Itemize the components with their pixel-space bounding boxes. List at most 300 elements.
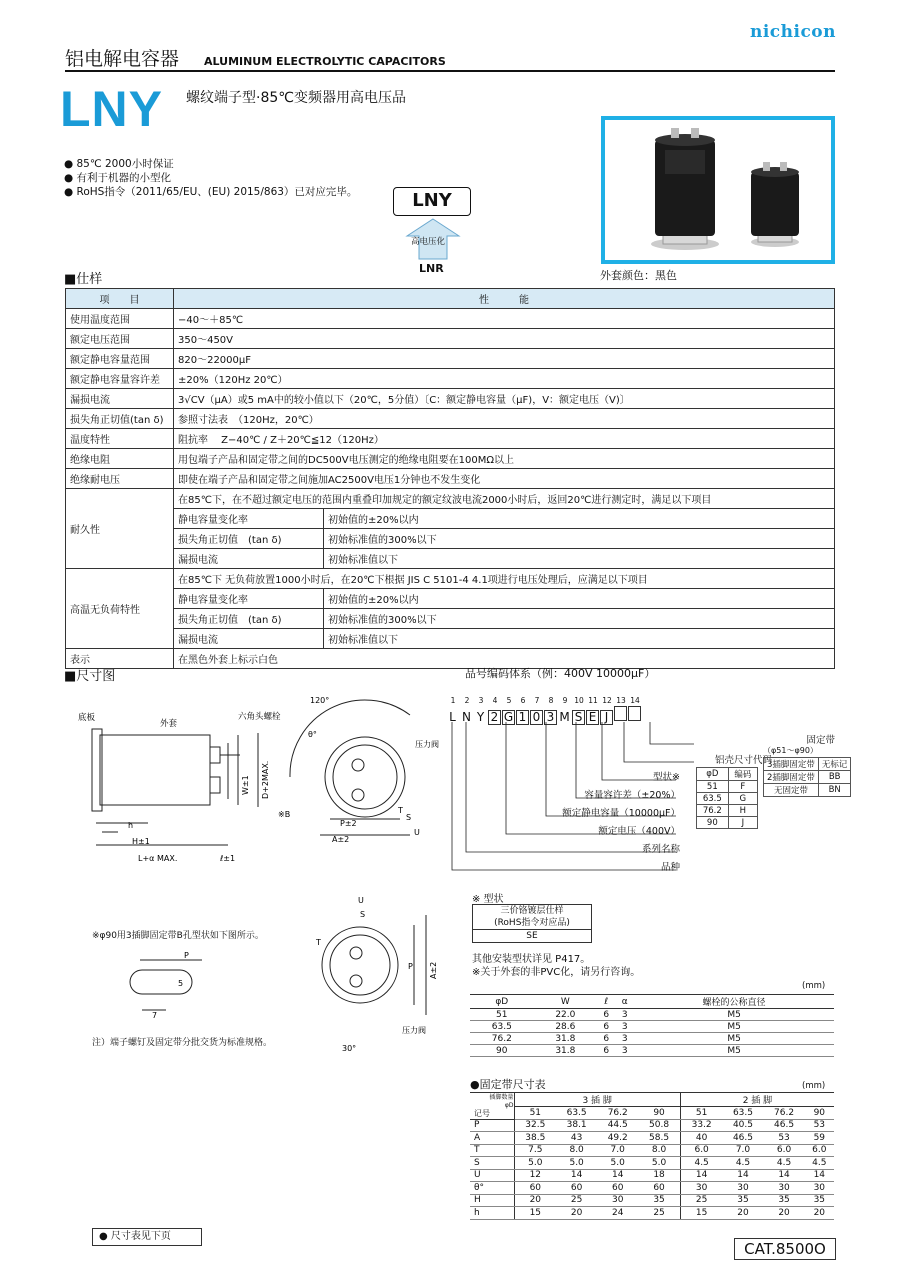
table-row bbox=[470, 1132, 834, 1145]
band-dims-unit: (mm) bbox=[802, 1081, 826, 1091]
table-cell: 25 bbox=[638, 1207, 680, 1220]
table-cell: 32.5 bbox=[514, 1119, 556, 1132]
table-header: φD bbox=[470, 995, 534, 1009]
label-p2: P bbox=[408, 962, 413, 971]
corner-symbol: 记号 bbox=[474, 1108, 490, 1118]
table-row bbox=[470, 1119, 834, 1132]
table-cell: 50.8 bbox=[638, 1119, 680, 1132]
code-label-series: 系列名称 bbox=[641, 844, 680, 855]
table-cell: 76.2 bbox=[697, 805, 729, 817]
label-sleeve: 外套 bbox=[160, 719, 178, 729]
code-char: 3 bbox=[544, 710, 557, 725]
table-cell: 14 bbox=[597, 1169, 638, 1182]
spec-value: ±20%（120Hz 20℃） bbox=[174, 369, 835, 389]
table-row bbox=[470, 1182, 834, 1195]
category-title-en: ALUMINUM ELECTROLYTIC CAPACITORS bbox=[204, 55, 446, 68]
table-cell: 20 bbox=[556, 1207, 597, 1220]
catalog-number: CAT.8500O bbox=[734, 1238, 836, 1260]
table-cell: 30 bbox=[764, 1182, 805, 1195]
feature-list bbox=[64, 157, 357, 199]
table-cell: 5.0 bbox=[556, 1157, 597, 1170]
code-char: G bbox=[503, 710, 514, 724]
table-cell: 35 bbox=[638, 1194, 680, 1207]
table-header: 螺栓的公称直径 bbox=[634, 995, 834, 1009]
spec-sub-value: 初始标准值以下 bbox=[324, 629, 835, 649]
table-cell: BN bbox=[818, 784, 851, 797]
table-cell: 7.0 bbox=[597, 1144, 638, 1157]
label-vent: 压力阀 bbox=[415, 740, 439, 749]
spec-sub-key: 静电容量变化率 bbox=[174, 509, 324, 529]
table-cell: 20 bbox=[514, 1194, 556, 1207]
table-cell: 46.5 bbox=[764, 1119, 805, 1132]
spec-value: −40～＋85℃ bbox=[174, 309, 835, 329]
table-header: 90 bbox=[805, 1107, 834, 1120]
shape-title: ※ 型状 bbox=[472, 894, 504, 905]
code-char: N bbox=[462, 710, 471, 724]
table-cell: 3 bbox=[615, 1009, 634, 1021]
table-cell: J bbox=[728, 817, 757, 829]
table-cell: 31.8 bbox=[534, 1033, 598, 1045]
table-cell: 4.5 bbox=[722, 1157, 763, 1170]
spec-sub-key: 损失角正切值 (tan δ) bbox=[174, 609, 324, 629]
code-char: M bbox=[559, 710, 570, 724]
spec-value: 350～450V bbox=[174, 329, 835, 349]
label-s2: S bbox=[360, 910, 366, 919]
table-cell: 35 bbox=[764, 1194, 805, 1207]
band-view-drawing bbox=[310, 895, 460, 1055]
table-cell: 14 bbox=[722, 1169, 763, 1182]
table-cell: 8.0 bbox=[556, 1144, 597, 1157]
row-symbol: h bbox=[470, 1207, 514, 1220]
spec-sub-key: 损失角正切值 (tan δ) bbox=[174, 529, 324, 549]
table-row bbox=[66, 609, 835, 629]
table-row bbox=[697, 805, 758, 817]
table-cell: 90 bbox=[697, 817, 729, 829]
header-rule bbox=[65, 70, 835, 72]
table-row bbox=[66, 429, 835, 449]
spec-sub-key: 静电容量变化率 bbox=[174, 589, 324, 609]
group-2pin: 2 插 脚 bbox=[680, 1093, 834, 1107]
table-cell: 76.2 bbox=[470, 1033, 534, 1045]
label-vent2: 压力阀 bbox=[402, 1026, 426, 1035]
table-cell: 30 bbox=[722, 1182, 763, 1195]
spec-value: 820～22000μF bbox=[174, 349, 835, 369]
spec-item: 耐久性 bbox=[66, 489, 174, 569]
table-cell: 4.5 bbox=[680, 1157, 722, 1170]
label-a: A±2 bbox=[332, 835, 350, 844]
case-code-table bbox=[696, 767, 758, 829]
code-label-tol: 容量容许差（±20%） bbox=[584, 790, 680, 801]
table-cell: 24 bbox=[597, 1207, 638, 1220]
table-header: 76.2 bbox=[597, 1107, 638, 1120]
spec-col-item: 项 目 bbox=[66, 289, 174, 309]
table-cell: 31.8 bbox=[534, 1045, 598, 1057]
spec-value: 阻抗率 Z−40℃ / Z＋20℃≦12（120Hz） bbox=[174, 429, 835, 449]
code-label-kind: 品种 bbox=[660, 862, 680, 873]
label-120: 120° bbox=[310, 696, 330, 705]
table-cell: F bbox=[728, 781, 757, 793]
table-row bbox=[470, 1207, 834, 1220]
corner-diam: φD bbox=[504, 1101, 514, 1109]
table-row bbox=[66, 629, 835, 649]
slot-p: P bbox=[184, 951, 189, 960]
spec-item: 额定静电容量容许差 bbox=[66, 369, 174, 389]
label-h: h bbox=[128, 821, 134, 830]
capacitor-photo bbox=[605, 120, 831, 260]
table-row bbox=[470, 1009, 834, 1021]
table-cell: 20 bbox=[764, 1207, 805, 1220]
table-row bbox=[470, 1169, 834, 1182]
shape-other1: 其他安装型状详见 P417。 bbox=[472, 954, 591, 965]
table-cell: 38.5 bbox=[514, 1132, 556, 1145]
table-cell: 22.0 bbox=[534, 1009, 598, 1021]
spec-sub-value: 初始标准值的300%以下 bbox=[324, 609, 835, 629]
label-t: T bbox=[398, 806, 403, 815]
table-cell: 63.5 bbox=[470, 1021, 534, 1033]
table-cell: 63.5 bbox=[697, 793, 729, 805]
table-cell: 44.5 bbox=[597, 1119, 638, 1132]
family-current-box: LNY bbox=[393, 187, 471, 216]
slot-7: 7 bbox=[152, 1011, 158, 1020]
table-cell: 6 bbox=[597, 1033, 615, 1045]
code-label-case: 铝壳尺寸代码 bbox=[714, 755, 772, 766]
table-cell: 28.6 bbox=[534, 1021, 598, 1033]
table-row bbox=[764, 758, 851, 771]
table-cell: 30 bbox=[597, 1194, 638, 1207]
code-label-band: 固定带 bbox=[806, 735, 835, 746]
table-cell: 14 bbox=[680, 1169, 722, 1182]
table-cell: G bbox=[728, 793, 757, 805]
code-pos: 10 bbox=[574, 696, 584, 705]
table-cell: 25 bbox=[556, 1194, 597, 1207]
code-pos: 11 bbox=[588, 696, 598, 705]
shape-other2: ※关于外套的非PVC化，请另行咨询。 bbox=[472, 967, 641, 978]
label-u: U bbox=[414, 828, 420, 837]
band-dims-title: ●固定带尺寸表 bbox=[470, 1078, 546, 1091]
table-header: φD bbox=[697, 768, 729, 781]
series-description: 螺纹端子型·85℃变频器用高电压品 bbox=[186, 90, 406, 106]
code-pos: 8 bbox=[548, 696, 554, 705]
row-symbol: P bbox=[470, 1119, 514, 1132]
coding-positions bbox=[446, 696, 642, 705]
row-symbol: T bbox=[470, 1144, 514, 1157]
label-s: S bbox=[406, 813, 412, 822]
series-name: LNY bbox=[60, 81, 163, 137]
table-row bbox=[66, 589, 835, 609]
table-cell: 51 bbox=[697, 781, 729, 793]
table-cell: 53 bbox=[805, 1119, 834, 1132]
product-photo bbox=[601, 116, 835, 264]
table-cell: M5 bbox=[634, 1033, 834, 1045]
table-cell: 60 bbox=[638, 1182, 680, 1195]
feature-item: ● 85℃ 2000小时保证 bbox=[64, 157, 357, 171]
table-cell: M5 bbox=[634, 1009, 834, 1021]
table-cell: 40.5 bbox=[722, 1119, 763, 1132]
feature-item: ● RoHS指令（2011/65/EU、(EU) 2015/863）已对应完毕。 bbox=[64, 185, 357, 199]
photo-caption: 外套颜色：黑色 bbox=[600, 269, 677, 282]
code-char: Y bbox=[476, 710, 485, 724]
spec-value: 参照寸法表 （120Hz，20℃） bbox=[174, 409, 835, 429]
spec-sub-key: 漏损电流 bbox=[174, 549, 324, 569]
table-cell: 6.0 bbox=[680, 1144, 722, 1157]
table-row bbox=[697, 817, 758, 829]
spec-value: 在85℃下，在不超过额定电压的范围内重叠印加规定的额定纹波电流2000小时后，返回20℃进行测定时，满足以下项目 bbox=[174, 489, 835, 509]
table-cell: 3 bbox=[615, 1045, 634, 1057]
label-base: 底板 bbox=[78, 713, 96, 723]
table-cell: 58.5 bbox=[638, 1132, 680, 1145]
table-row bbox=[66, 329, 835, 349]
table-header: α bbox=[615, 995, 634, 1009]
table-row bbox=[470, 1021, 834, 1033]
label-b: ※B bbox=[278, 810, 291, 819]
feature-item: ● 有利于机器的小型化 bbox=[64, 171, 357, 185]
table-cell: 53 bbox=[764, 1132, 805, 1145]
table-cell: 14 bbox=[764, 1169, 805, 1182]
code-pos: 6 bbox=[520, 696, 526, 705]
band-range: （φ51～φ90） bbox=[763, 746, 818, 755]
table-row bbox=[764, 771, 851, 784]
code-char: 0 bbox=[530, 710, 543, 725]
table-cell: 4.5 bbox=[805, 1157, 834, 1170]
table-cell: 14 bbox=[556, 1169, 597, 1182]
shape-box-code: SE bbox=[473, 929, 591, 942]
table-header: 63.5 bbox=[556, 1107, 597, 1120]
table-cell: 3 bbox=[615, 1021, 634, 1033]
table-row bbox=[470, 1093, 834, 1107]
table-row bbox=[697, 793, 758, 805]
code-pos: 7 bbox=[534, 696, 540, 705]
code-label-shape: 型状※ bbox=[653, 772, 680, 783]
table-cell: 38.1 bbox=[556, 1119, 597, 1132]
table-cell: 6 bbox=[597, 1021, 615, 1033]
table-cell: 20 bbox=[805, 1207, 834, 1220]
code-label-volt: 额定电压（400V） bbox=[598, 826, 680, 837]
family-arrow-label: 高电压化 bbox=[411, 237, 446, 247]
row-symbol: θ° bbox=[470, 1182, 514, 1195]
spec-table bbox=[65, 288, 835, 669]
code-char: E bbox=[586, 710, 599, 725]
slot-5: 5 bbox=[178, 979, 184, 988]
table-row bbox=[66, 649, 835, 669]
spec-value: 即使在端子产品和固定带之间施加AC2500V电压1分钟也不发生变化 bbox=[174, 469, 835, 489]
label-hex-bolt: 六角头螺栓 bbox=[238, 712, 281, 722]
table-cell: 12 bbox=[514, 1169, 556, 1182]
table-cell: 4.5 bbox=[764, 1157, 805, 1170]
drawing-heading: ■尺寸图 bbox=[64, 669, 116, 684]
table-row bbox=[66, 529, 835, 549]
see-next-page: ● 尺寸表见下页 bbox=[92, 1228, 202, 1246]
table-cell: 25 bbox=[680, 1194, 722, 1207]
spec-value: 用包端子产品和固定带之间的DC500V电压测定的绝缘电阻要在100MΩ以上 bbox=[174, 449, 835, 469]
shape-box-line: (RoHS指令对应品) bbox=[494, 918, 570, 928]
table-row bbox=[66, 569, 835, 589]
table-cell: BB bbox=[818, 771, 851, 784]
shape-box-line: 三价铬镀层仕样 bbox=[500, 906, 564, 916]
table-cell: 40 bbox=[680, 1132, 722, 1145]
table-row bbox=[764, 784, 851, 797]
spec-heading: ■仕样 bbox=[64, 272, 103, 287]
table-cell: 无固定带 bbox=[764, 784, 819, 797]
spec-item: 额定电压范围 bbox=[66, 329, 174, 349]
dim-unit: (mm) bbox=[802, 981, 826, 991]
spec-value: 3√CV（μA）或5 mA中的较小值以下（20℃，5分值）〔C：额定静电容量（μF)，V：额定电压（V)〕 bbox=[174, 389, 835, 409]
code-pos: 3 bbox=[478, 696, 484, 705]
table-cell: 3 bbox=[615, 1033, 634, 1045]
table-row bbox=[66, 469, 835, 489]
family-origin: LNR bbox=[419, 262, 444, 275]
table-row bbox=[66, 369, 835, 389]
category-title: 铝电解电容器 bbox=[65, 48, 180, 70]
band-code-table bbox=[763, 757, 851, 797]
table-cell: 15 bbox=[514, 1207, 556, 1220]
spec-value: 在85℃下 无负荷放置1000小时后，在20℃下根据 JIS C 5101-4 4.1项进行电压处理后，应满足以下项目 bbox=[174, 569, 835, 589]
table-cell: 18 bbox=[638, 1169, 680, 1182]
label-L: L+α MAX. bbox=[138, 854, 178, 863]
table-cell: 35 bbox=[805, 1194, 834, 1207]
table-row bbox=[470, 1033, 834, 1045]
table-cell: 51 bbox=[470, 1009, 534, 1021]
table-header: ℓ bbox=[597, 995, 615, 1009]
spec-item: 高温无负荷特性 bbox=[66, 569, 174, 649]
table-row bbox=[66, 389, 835, 409]
label-l: ℓ±1 bbox=[220, 854, 236, 863]
table-cell: 6 bbox=[597, 1045, 615, 1057]
label-u2: U bbox=[358, 896, 364, 905]
label-30: 30° bbox=[342, 1044, 357, 1053]
table-row bbox=[470, 1144, 834, 1157]
code-pos: 1 bbox=[450, 696, 456, 705]
label-t2: T bbox=[316, 938, 321, 947]
code-label-cap: 额定静电容量（10000μF） bbox=[562, 808, 680, 819]
spec-value: 在黑色外套上标示白色 bbox=[174, 649, 835, 669]
table-cell: H bbox=[728, 805, 757, 817]
code-char: 2 bbox=[488, 710, 501, 725]
code-char bbox=[614, 706, 627, 721]
table-header: 76.2 bbox=[764, 1107, 805, 1120]
table-header: W bbox=[534, 995, 598, 1009]
spec-item: 表示 bbox=[66, 649, 174, 669]
spec-sub-value: 初始标准值的300%以下 bbox=[324, 529, 835, 549]
table-cell: 59 bbox=[805, 1132, 834, 1145]
label-a2: A±2 bbox=[429, 961, 438, 979]
table-row bbox=[66, 409, 835, 429]
table-cell: 6 bbox=[597, 1009, 615, 1021]
coding-title: 品号编码体系（例：400V 10000μF） bbox=[465, 667, 656, 680]
group-3pin: 3 插 脚 bbox=[514, 1093, 680, 1107]
code-pos: 9 bbox=[562, 696, 568, 705]
table-cell: 5.0 bbox=[597, 1157, 638, 1170]
table-row bbox=[697, 781, 758, 793]
table-cell: 5.0 bbox=[514, 1157, 556, 1170]
label-p: P±2 bbox=[340, 819, 357, 828]
table-cell: 35 bbox=[722, 1194, 763, 1207]
band-dims-table bbox=[470, 1092, 834, 1220]
table-cell: 无标记 bbox=[818, 758, 851, 771]
table-header: 51 bbox=[514, 1107, 556, 1120]
table-row bbox=[66, 449, 835, 469]
table-cell: 43 bbox=[556, 1132, 597, 1145]
table-row bbox=[470, 1157, 834, 1170]
code-pos: 13 bbox=[616, 696, 626, 705]
code-char: L bbox=[449, 710, 456, 724]
table-cell: 7.5 bbox=[514, 1144, 556, 1157]
band-corner bbox=[470, 1093, 514, 1120]
table-cell: 3插脚固定带 bbox=[764, 758, 819, 771]
label-theta: θ° bbox=[308, 730, 317, 739]
table-cell: 90 bbox=[470, 1045, 534, 1057]
spec-sub-value: 初始标准值以下 bbox=[324, 549, 835, 569]
table-cell: 15 bbox=[680, 1207, 722, 1220]
spec-col-perf: 性 能 bbox=[174, 289, 835, 309]
table-cell: 7.0 bbox=[722, 1144, 763, 1157]
label-H: H±1 bbox=[132, 837, 150, 846]
table-row bbox=[470, 1107, 834, 1120]
table-cell: 14 bbox=[805, 1169, 834, 1182]
code-pos: 14 bbox=[630, 696, 640, 705]
spec-item: 额定静电容量范围 bbox=[66, 349, 174, 369]
spec-item: 绝缘耐电压 bbox=[66, 469, 174, 489]
table-header: 51 bbox=[680, 1107, 722, 1120]
table-cell: 30 bbox=[805, 1182, 834, 1195]
code-char: S bbox=[572, 710, 585, 725]
table-row bbox=[697, 768, 758, 781]
spec-item: 使用温度范围 bbox=[66, 309, 174, 329]
table-row bbox=[66, 509, 835, 529]
spec-item: 绝缘电阻 bbox=[66, 449, 174, 469]
spec-sub-value: 初始值的±20%以内 bbox=[324, 589, 835, 609]
row-symbol: H bbox=[470, 1194, 514, 1207]
table-row bbox=[470, 1194, 834, 1207]
code-char: 1 bbox=[516, 710, 529, 725]
slot-drawing bbox=[122, 948, 217, 1020]
table-row bbox=[66, 349, 835, 369]
row-symbol: A bbox=[470, 1132, 514, 1145]
note-screw: 注）端子螺钉及固定带分批交货为标准规格。 bbox=[92, 1038, 273, 1048]
table-cell: 49.2 bbox=[597, 1132, 638, 1145]
dim-table bbox=[470, 994, 834, 1057]
table-cell: 6.0 bbox=[764, 1144, 805, 1157]
table-cell: 46.5 bbox=[722, 1132, 763, 1145]
table-cell: 60 bbox=[556, 1182, 597, 1195]
table-row bbox=[470, 1045, 834, 1057]
top-view-drawing bbox=[270, 695, 460, 855]
spec-sub-value: 初始值的±20%以内 bbox=[324, 509, 835, 529]
table-cell: 33.2 bbox=[680, 1119, 722, 1132]
table-cell: 60 bbox=[597, 1182, 638, 1195]
table-row bbox=[66, 489, 835, 509]
table-cell: 2插脚固定带 bbox=[764, 771, 819, 784]
table-cell: 8.0 bbox=[638, 1144, 680, 1157]
code-pos: 2 bbox=[464, 696, 470, 705]
spec-item: 漏损电流 bbox=[66, 389, 174, 409]
table-header: 编码 bbox=[728, 768, 757, 781]
brand-logo: nichicon bbox=[749, 22, 836, 42]
table-cell: 60 bbox=[514, 1182, 556, 1195]
row-symbol: U bbox=[470, 1169, 514, 1182]
code-pos: 4 bbox=[492, 696, 498, 705]
spec-item: 温度特性 bbox=[66, 429, 174, 449]
label-d: D+2MAX. bbox=[261, 760, 270, 799]
code-pos: 5 bbox=[506, 696, 512, 705]
note-b-hole: ※φ90用3插脚固定带B孔型状如下图所示。 bbox=[92, 931, 264, 941]
table-cell: M5 bbox=[634, 1045, 834, 1057]
table-row bbox=[66, 549, 835, 569]
shape-box bbox=[472, 904, 592, 943]
table-row bbox=[470, 995, 834, 1009]
table-row bbox=[66, 309, 835, 329]
table-cell: 6.0 bbox=[805, 1144, 834, 1157]
corner-pins: 插脚数量 bbox=[489, 1093, 514, 1101]
